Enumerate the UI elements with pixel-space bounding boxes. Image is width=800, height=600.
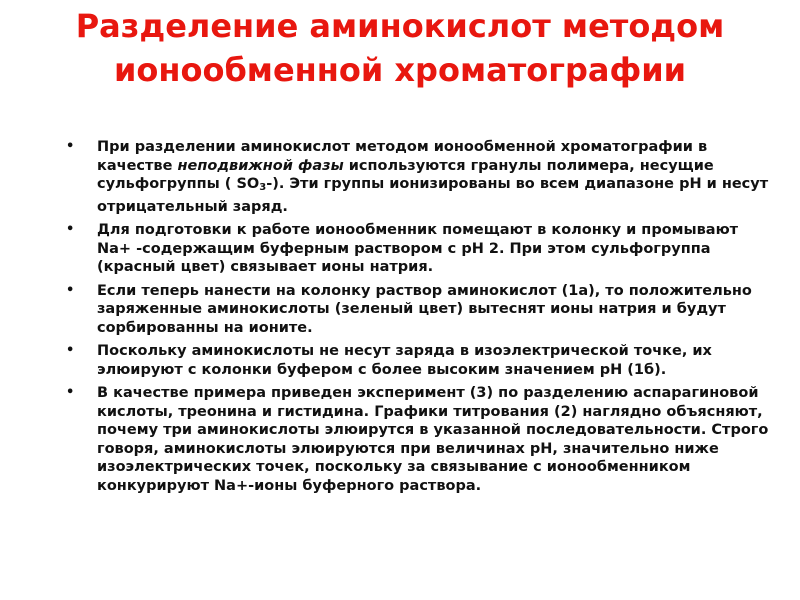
subscript-text: 3	[259, 182, 267, 193]
bullet-item	[64, 384, 776, 495]
bullet-text: Если теперь нанести на колонку раствор аминокислот (1а), то положительно заряженные аминокислоты (зеленый цвет) вытеснят ионы натрия и будут сорбированны на ионите.	[97, 282, 752, 336]
bullet-item	[64, 138, 776, 216]
emphasis-text: неподвижной фазы	[177, 157, 344, 174]
bullet-text-part: используются гранулы полимера, несущие сульфогруппы ( SO	[97, 157, 714, 192]
slide-title: Разделение аминокислот методом ионообменной хроматографии	[75, 7, 725, 89]
bullet-item	[64, 221, 776, 277]
bullet-text: В качестве примера приведен эксперимент (3) по разделению аспарагиновой кислоты, треонина и гистидина. Графики титрования (2) наглядно объясняют, почему три аминокислоты элюирутся в указанной последовательности. Строго говоря, аминокислоты элюируются при величинах рН, значительно ниже изоэлектрических точек, поскольку за связывание с ионообменником конкурируют Na+-ионы буферного раствора.	[97, 385, 769, 494]
bullet-dot: •	[66, 222, 75, 237]
bullet-dot: •	[66, 343, 75, 358]
bullet-text-part: При разделении аминокислот методом ионообменной хроматографии в качестве	[97, 139, 708, 174]
bullet-text: Поскольку аминокислоты не несут заряда в изоэлектрической точке, их элюируют с колонки буфером с более высоким значением рН (1б).	[97, 343, 712, 378]
bullet-text: Для подготовки к работе ионообменник помещают в колонку и промывают Na+ -содержащим буферным раствором с рН 2. При этом сульфогруппа (красный цвет) связывает ионы натрия.	[97, 222, 739, 275]
bullet-text-part: -). Эти группы ионизированы во всем диапазоне рН и несут отрицательный заряд.	[97, 176, 769, 215]
bullet-item	[64, 282, 776, 338]
bullet-list	[64, 138, 776, 500]
bullet-item	[64, 342, 776, 379]
bullet-dot: •	[66, 139, 75, 154]
bullet-dot: •	[66, 385, 75, 400]
bullet-dot: •	[66, 282, 75, 298]
